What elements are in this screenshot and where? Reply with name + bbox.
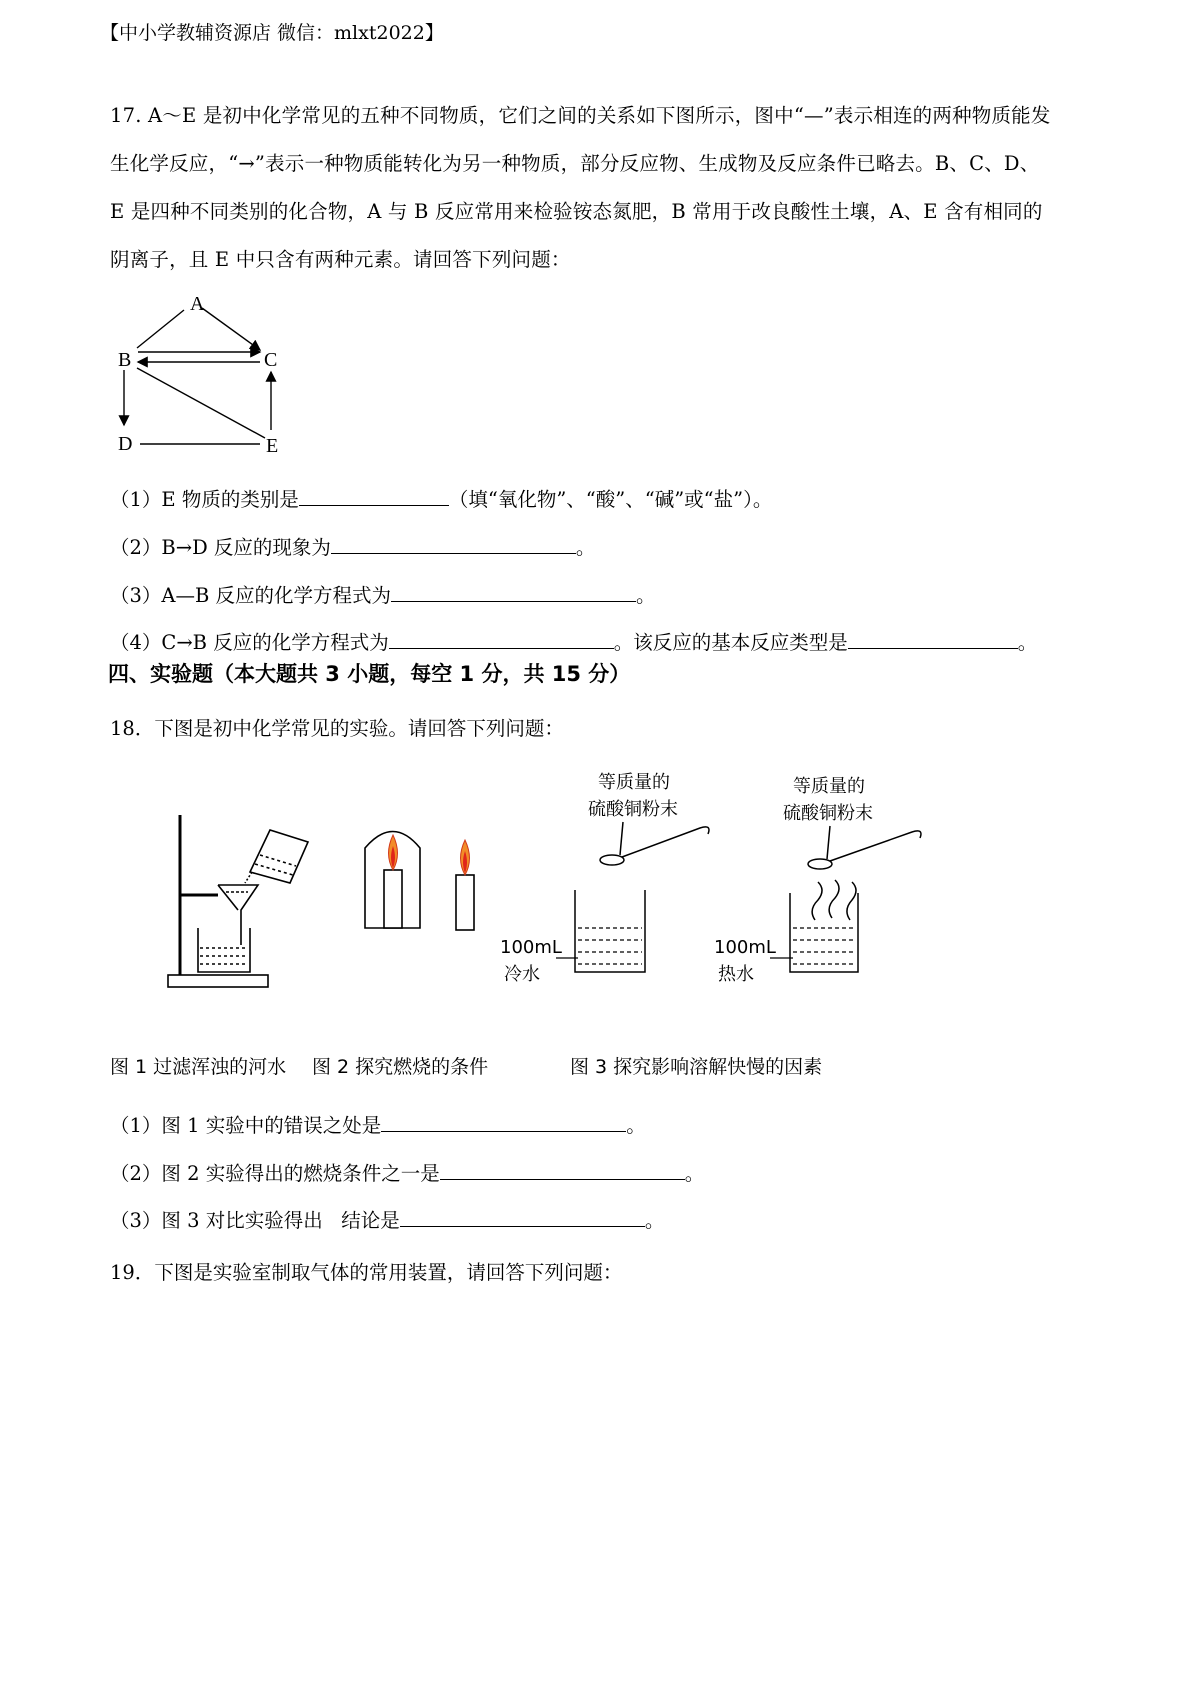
combustion-candles [365, 832, 474, 931]
q17-sub3-text: （3）A—B 反应的化学方程式为 [110, 584, 392, 607]
link-a-b [137, 310, 184, 348]
candle-open-air [456, 875, 474, 930]
pour-stream [245, 872, 252, 883]
pouring-beaker-water [255, 864, 293, 875]
q17-sub1-suffix: （填“氧化物”、“酸”、“碱”或“盐”）。 [448, 488, 773, 511]
node-d-label: D [118, 433, 133, 455]
node-a-label: A [190, 293, 205, 315]
funnel-left [218, 885, 238, 910]
figure-1-caption: 图 1 过滤浑浊的河水 [110, 1056, 287, 1078]
q18-sub3-text: （3）图 3 对比实验得出 结论是 [110, 1209, 400, 1232]
answer-blank[interactable] [389, 632, 614, 649]
answer-blank[interactable] [381, 1115, 626, 1132]
q18-sub2 [110, 1158, 704, 1186]
q17-sub3 [110, 580, 656, 608]
steam-line [847, 882, 856, 920]
powder-label-right-1: 等质量的 [793, 776, 865, 797]
arrow-a-c [202, 308, 260, 350]
q17-stem-line: 阴离子，且 E 中只含有两种元素。请回答下列问题： [110, 248, 571, 271]
answer-blank[interactable] [331, 537, 576, 554]
node-c-label: C [264, 349, 278, 371]
water-right-volume: 100mL [714, 937, 776, 958]
pouring-beaker-water [260, 855, 296, 866]
q17-sub4 [110, 627, 1037, 655]
label-pointer-right [827, 826, 830, 859]
label-pointer-left [620, 822, 623, 855]
q17-sub4-middle: 。该反应的基本反应类型是 [613, 631, 848, 654]
q19-stem: 19．下图是实验室制取气体的常用装置，请回答下列问题： [110, 1261, 623, 1284]
candle-in-jar [384, 870, 402, 928]
q18-sub2-suffix: 。 [684, 1162, 705, 1185]
dissolution-setup [500, 772, 921, 985]
water-right-temp: 热水 [718, 964, 754, 985]
answer-blank[interactable] [848, 632, 1018, 649]
q17-stem [110, 92, 1110, 284]
answer-blank[interactable] [391, 585, 636, 602]
figure-3-caption: 图 3 探究影响溶解快慢的因素 [570, 1056, 823, 1078]
q18-stem: 18．下图是初中化学常见的实验。请回答下列问题： [110, 717, 564, 740]
steam-line [829, 880, 839, 918]
section-heading: 四、实验题（本大题共 3 小题，每空 1 分，共 15 分） [108, 662, 631, 686]
spoon-handle-right [830, 831, 921, 861]
filtration-apparatus [168, 815, 308, 987]
node-e-label: E [266, 435, 279, 457]
q18-sub2-text: （2）图 2 实验得出的燃烧条件之一是 [110, 1162, 440, 1185]
q17-relationship-diagram [110, 290, 310, 460]
funnel [218, 885, 258, 945]
q18-sub1-text: （1）图 1 实验中的错误之处是 [110, 1114, 382, 1137]
spoon-left [600, 855, 624, 865]
water-left-temp: 冷水 [504, 964, 540, 985]
q18-sub1-suffix: 。 [626, 1114, 646, 1137]
q17-sub4-text: （4）C→B 反应的化学方程式为 [110, 631, 389, 654]
q18-sub3 [110, 1205, 664, 1233]
q17-sub2 [110, 532, 595, 560]
beaker-cold [575, 890, 645, 972]
pouring-beaker [250, 830, 308, 883]
node-b-label: B [118, 349, 132, 371]
powder-label-left-1: 等质量的 [598, 772, 670, 793]
q18-experiment-figure [100, 760, 1060, 1090]
stand-base [168, 975, 268, 987]
q17-sub2-text: （2）B→D 反应的现象为 [110, 536, 331, 559]
answer-blank[interactable] [400, 1210, 645, 1227]
q17-stem-line: 17. A～E 是初中化学常见的五种不同物质，它们之间的关系如下图所示，图中“—”表示相连的两种物质能发 [110, 104, 1051, 127]
watermark-header: 【中小学教辅资源店 微信：mlxt2022】 [100, 22, 444, 44]
q18-sub1 [110, 1110, 646, 1138]
steam-line [812, 882, 822, 920]
spoon-right [808, 859, 832, 869]
q17-sub4-suffix: 。 [1017, 631, 1038, 654]
powder-label-right-2: 硫酸铜粉末 [783, 803, 873, 824]
q17-stem-line: E 是四种不同类别的化合物，A 与 B 反应常用来检验铵态氮肥，B 常用于改良酸性土壤，A、E 含有相同的 [110, 200, 1043, 223]
q17-stem-line: 生化学反应，“→”表示一种物质能转化为另一种物质，部分反应物、生成物及反应条件已略去。B、C、D、 [110, 152, 1040, 175]
spoon-handle-left [622, 827, 709, 857]
link-b-e [137, 368, 265, 438]
q17-sub1-text: （1）E 物质的类别是 [110, 488, 299, 511]
answer-blank[interactable] [440, 1163, 685, 1180]
water-left-volume: 100mL [500, 937, 562, 958]
q17-sub2-suffix: 。 [575, 536, 596, 559]
receiving-beaker [198, 928, 250, 972]
answer-blank[interactable] [299, 489, 449, 506]
figure-2-caption: 图 2 探究燃烧的条件 [312, 1056, 489, 1078]
powder-label-left-2: 硫酸铜粉末 [588, 799, 678, 820]
q17-sub3-suffix: 。 [636, 584, 656, 607]
q17-sub1 [110, 484, 772, 512]
q18-sub3-suffix: 。 [644, 1209, 665, 1232]
